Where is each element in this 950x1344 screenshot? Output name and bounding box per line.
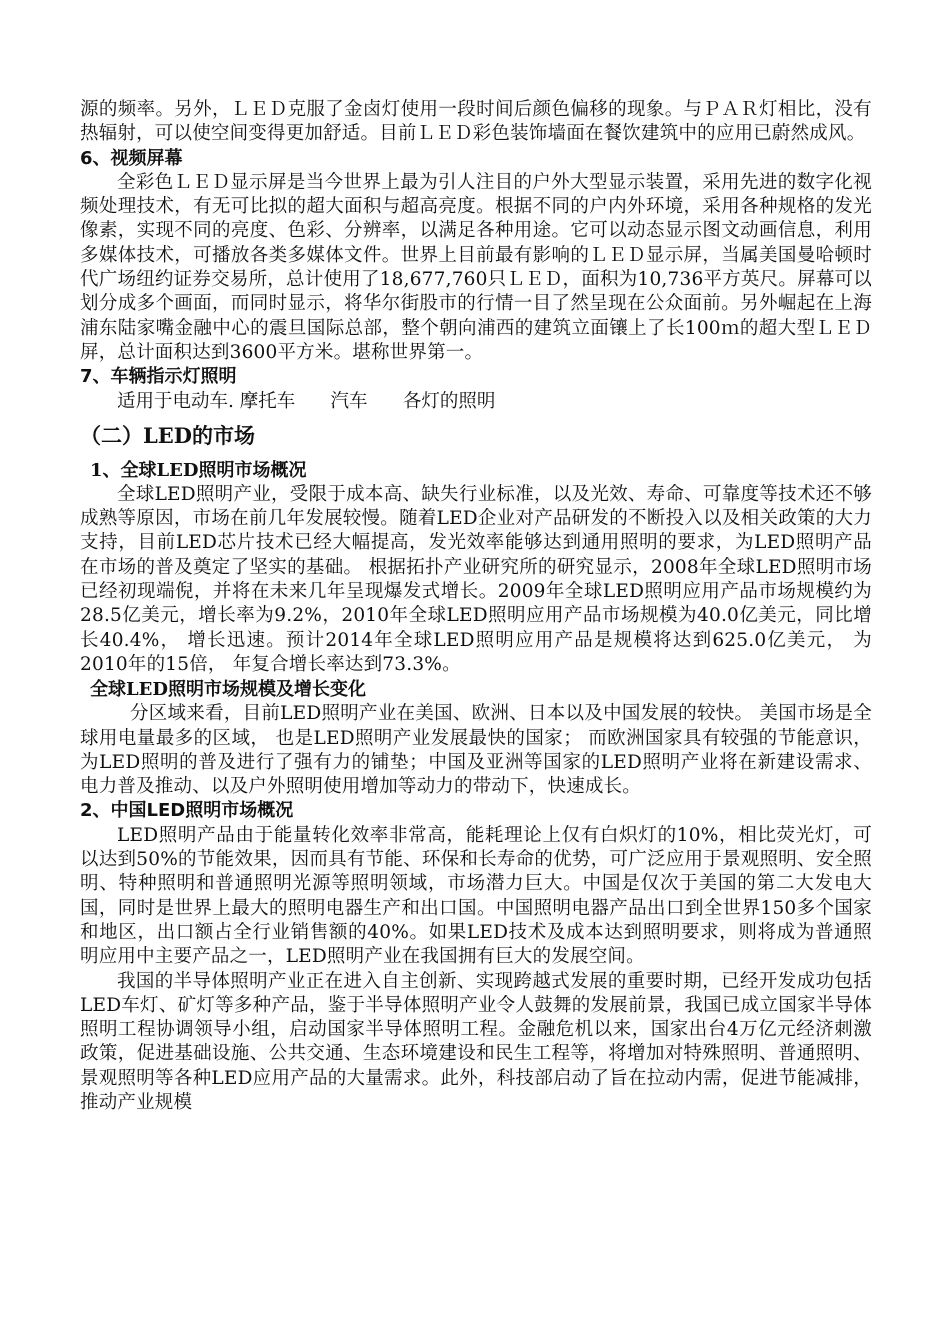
heading-video-screen: 6、视频屏幕: [80, 147, 183, 169]
paragraph-regional-market: 分区域来看，目前LED照明产业在美国、欧洲、日本以及中国发展的较快。 美国市场是全球用电量最多的区域， 也是LED照明产业发展最快的国家； 而欧洲国家具有较强的节能意识，为LED照明的普及进行了强有力的铺垫；中国及亚洲等国家的LED照明产业将在新建设需求、电力普及推动、以及户外照明使用增加等动力的带动下，快速成长。: [80, 703, 872, 798]
heading-global-market-growth: 全球LED照明市场规模及增长变化: [90, 679, 366, 701]
heading-china-market: 2、中国LED照明市场概况: [80, 800, 294, 822]
paragraph-global-market: 全球LED照明产业，受限于成本高、缺失行业标准，以及光效、寿命、可靠度等技术还不够成熟等原因，市场在前几年发展较慢。随着LED企业对产品研发的不断投入以及相关政策的大力支持，目前LED芯片技术已经大幅提高，发光效率能够达到通用照明的要求，为LED照明产品在市场的普及奠定了坚实的基础。 根据拓扑产业研究所的研究显示，2008年全球LED照明市场已经初现端倪，并将在未来几年呈现爆发式增长。2009年全球LED照明应用产品市场规模约为28.5亿美元，增长率为9.2%，2010年全球LED照明应用产品市场规模为40.0亿美元，同比增长40.4%， 增长迅速。预计2014年全球LED照明应用产品是规模将达到625.0亿美元， 为2010年的15倍， 年复合增长率达到73.3%。: [80, 483, 872, 675]
paragraph-china-market: LED照明产品由于能量转化效率非常高，能耗理论上仅有白炽灯的10%，相比荧光灯，可以达到50%的节能效果，因而具有节能、环保和长寿命的优势，可广泛应用于景观照明、安全照明、特种照明和普通照明光源等照明领域，市场潜力巨大。中国是仅次于美国的第二大发电大国，同时是世界上最大的照明电器生产和出口国。中国照明电器产品出口到全世界150多个国家和地区，出口额占全行业销售额的40%。如果LED技术及成本达到照明要求，则将成为普通照明应用中主要产品之一，LED照明产业在我国拥有巨大的发展空间。: [80, 824, 872, 968]
heading-vehicle-lights: 7、车辆指示灯照明: [80, 366, 237, 388]
section-heading-led-market: （二）LED的市场: [80, 422, 255, 448]
document-page: [80, 98, 872, 1115]
paragraph-video-screen: 全彩色ＬＥＤ显示屏是当今世界上最为引人注目的户外大型显示装置，采用先进的数字化视频处理技术，有无可比拟的超大面积与超高亮度。根据不同的户内外环境，采用各种规格的发光像素，实现不同的亮度、色彩、分辨率，以满足各种用途。它可以动态显示图文动画信息，利用多媒体技术，可播放各类多媒体文件。世界上目前最有影响的ＬＥＤ显示屏，当属美国曼哈顿时代广场纽约证券交易所，总计使用了18,677,760只ＬＥＤ，面积为10,736平方英尺。屏幕可以划分成多个画面，而同时显示，将华尔街股市的行情一目了然呈现在公众面前。另外崛起在上海浦东陆家嘴金融中心的震旦国际总部，整个朝向浦西的建筑立面镶上了长100ｍ的超大型ＬＥＤ屏，总计面积达到3600平方米。堪称世界第一。: [80, 171, 872, 363]
paragraph-par-light-comparison: 源的频率。另外，ＬＥＤ克服了金卤灯使用一段时间后颜色偏移的现象。与ＰＡＲ灯相比，没有热辐射，可以使空间变得更加舒适。目前ＬＥＤ彩色装饰墙面在餐饮建筑中的应用已蔚然成风。: [80, 99, 872, 145]
paragraph-semiconductor-industry: 我国的半导体照明产业正在进入自主创新、实现跨越式发展的重要时期，已经开发成功包括LED车灯、矿灯等多种产品，鉴于半导体照明产业令人鼓舞的发展前景，我国已成立国家半导体照明工程协调领导小组，启动国家半导体照明工程。金融危机以来，国家出台4万亿元经济刺激政策，促进基础设施、公共交通、生态环境建设和民生工程等，将增加对特殊照明、普通照明、景观照明等各种LED应用产品的大量需求。此外，科技部启动了旨在拉动内需，促进节能减排，推动产业规模: [80, 970, 872, 1113]
paragraph-vehicle-lights: 适用于电动车. 摩托车 汽车 各灯的照明: [117, 390, 496, 412]
heading-global-market: 1、全球LED照明市场概况: [90, 459, 307, 481]
